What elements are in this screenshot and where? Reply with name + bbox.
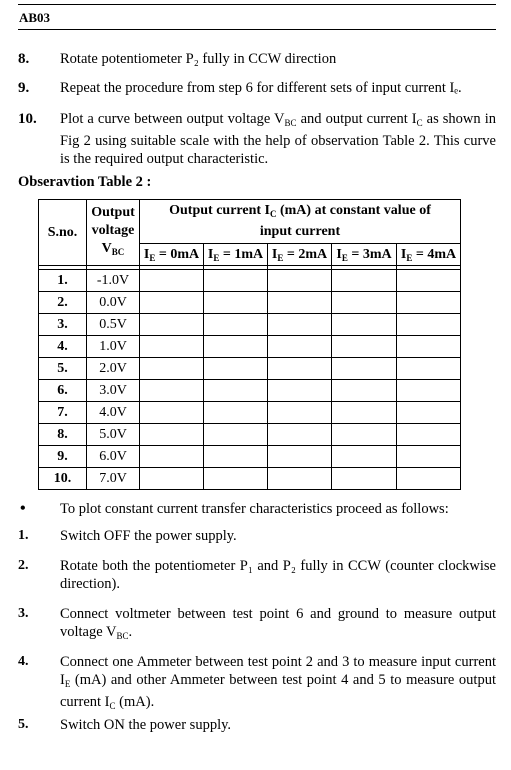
ic-cell [332,358,397,380]
ic-cell [397,292,461,314]
vbc-cell: 7.0V [87,468,140,490]
vbc-cell: 6.0V [87,446,140,468]
step-number: 1. [18,528,29,543]
ic-cell [204,336,268,358]
ic-cell [140,468,204,490]
ic-cell [397,358,461,380]
ic-cell [397,270,461,292]
vbc-cell: 2.0V [87,358,140,380]
ic-cell [204,424,268,446]
ic-cell [204,446,268,468]
bullet-text: To plot constant current transfer characteristics proceed as follows: [60,501,449,517]
step-number: 10. [18,111,37,127]
step-text: Switch OFF the power supply. [60,528,237,544]
col-header-vbc [87,200,140,266]
observation-table [38,199,461,490]
table-row [39,446,461,468]
ic-cell [332,402,397,424]
ic-cell [204,314,268,336]
step-text: Rotate potentiometer P₂ fully in CCW direction [60,51,337,67]
vbc-cell: 5.0V [87,424,140,446]
table-row [39,468,461,490]
step-10 [18,110,496,168]
ic-cell [397,336,461,358]
document-code: AB03 [19,10,51,25]
bullet-symbol: • [20,500,26,517]
ic-cell [332,380,397,402]
ic-cell [397,446,461,468]
ic-cell [140,314,204,336]
table-row [39,336,461,358]
sub-col-header: $I_E = 2mA$ [268,244,332,266]
sno-cell: 4. [39,336,87,358]
ic-cell [397,468,461,490]
ic-cell [268,358,332,380]
ic-cell [397,424,461,446]
step-text: Rotate both the potentiometer P₁ and P₂ fully in CCW (counter clockwise direction). [60,558,496,592]
sno-cell: 10. [39,468,87,490]
ic-cell [268,380,332,402]
table-row [39,402,461,424]
vbc-cell: 1.0V [87,336,140,358]
ic-cell [140,358,204,380]
sub-col-header: $I_E = 3mA$ [332,244,397,266]
ic-cell [140,424,204,446]
table-row [39,424,461,446]
col-header-vbc-line3: $V_{BC}$ [101,241,125,257]
ic-cell [140,292,204,314]
vbc-cell: 0.0V [87,292,140,314]
step-2 [18,557,496,593]
sub-col-header: $I_E = 4mA$ [397,244,461,266]
table-row [39,314,461,336]
ic-cell [332,446,397,468]
table-caption: Obseravtion Table 2 : [18,174,152,190]
vbc-cell: 0.5V [87,314,140,336]
ic-cell [332,424,397,446]
step-text: Switch ON the power supply. [60,717,232,733]
ic-cell [268,314,332,336]
table-row [39,292,461,314]
sno-cell: 2. [39,292,87,314]
ic-cell [268,270,332,292]
sno-cell: 3. [39,314,87,336]
sno-cell: 8. [39,424,87,446]
ic-cell [268,336,332,358]
ic-cell [204,270,268,292]
ic-cell [140,380,204,402]
table-row [39,270,461,292]
ic-cell [397,380,461,402]
table-row [39,380,461,402]
ic-cell [332,292,397,314]
ic-cell [204,292,268,314]
step-8 [18,50,496,68]
ic-cell [268,424,332,446]
ic-cell [204,358,268,380]
sno-cell: 7. [39,402,87,424]
ic-cell [397,402,461,424]
col-group-header: Output current $I_C$ (mA) at constant value of input current [140,200,461,244]
step-number: 8. [18,51,30,67]
vbc-cell: 4.0V [87,402,140,424]
bullet-item [18,500,496,518]
step-9 [18,79,496,97]
sno-cell: 1. [39,270,87,292]
col-header-vbc-line2: voltage [91,223,135,238]
ic-cell [397,314,461,336]
ic-cell [268,292,332,314]
sub-col-header: $I_E = 1mA$ [204,244,268,266]
step-1 [18,527,496,545]
ic-cell [204,380,268,402]
ic-cell [268,468,332,490]
sub-col-header: $I_E = 0mA$ [140,244,204,266]
ic-cell [204,402,268,424]
step-number: 2. [18,558,29,573]
ic-cell [332,468,397,490]
ic-cell [332,336,397,358]
step-3 [18,605,496,645]
table-row [39,358,461,380]
sno-cell: 5. [39,358,87,380]
step-number: 5. [18,717,29,732]
ic-cell [204,468,268,490]
sno-cell: 9. [39,446,87,468]
step-text: Connect voltmeter between test point 6 and ground to measure output voltage $V_{BC}$. [60,606,496,641]
ic-cell [140,336,204,358]
step-5 [18,716,496,734]
step-number: 3. [18,606,29,621]
page-header [18,4,496,30]
ic-cell [140,402,204,424]
ic-cell [268,446,332,468]
step-text: Plot a curve between output voltage $V_{BC}$ and output current $I_C$ as shown in Fig 2 using suitable scale with the help of observation Table 2. This curve is the required output characteristic. [60,111,496,167]
ic-cell [332,314,397,336]
vbc-cell: -1.0V [87,270,140,292]
step-text: Repeat the procedure from step 6 for different sets of input current Iₑ. [60,80,462,96]
ic-cell [140,270,204,292]
step-number: 4. [18,654,29,669]
ic-cell [268,402,332,424]
col-header-sno: S.no. [39,200,87,266]
step-4 [18,653,496,715]
sno-cell: 6. [39,380,87,402]
ic-cell [332,270,397,292]
step-number: 9. [18,80,30,96]
col-header-vbc-line1: Output [91,205,135,220]
ic-cell [140,446,204,468]
step-text: Connect one Ammeter between test point 2 and 3 to measure input current $I_E$ (mA) and other Ammeter between test point 4 and 5 to measure output current $I_C$ (mA). [60,654,496,711]
vbc-cell: 3.0V [87,380,140,402]
